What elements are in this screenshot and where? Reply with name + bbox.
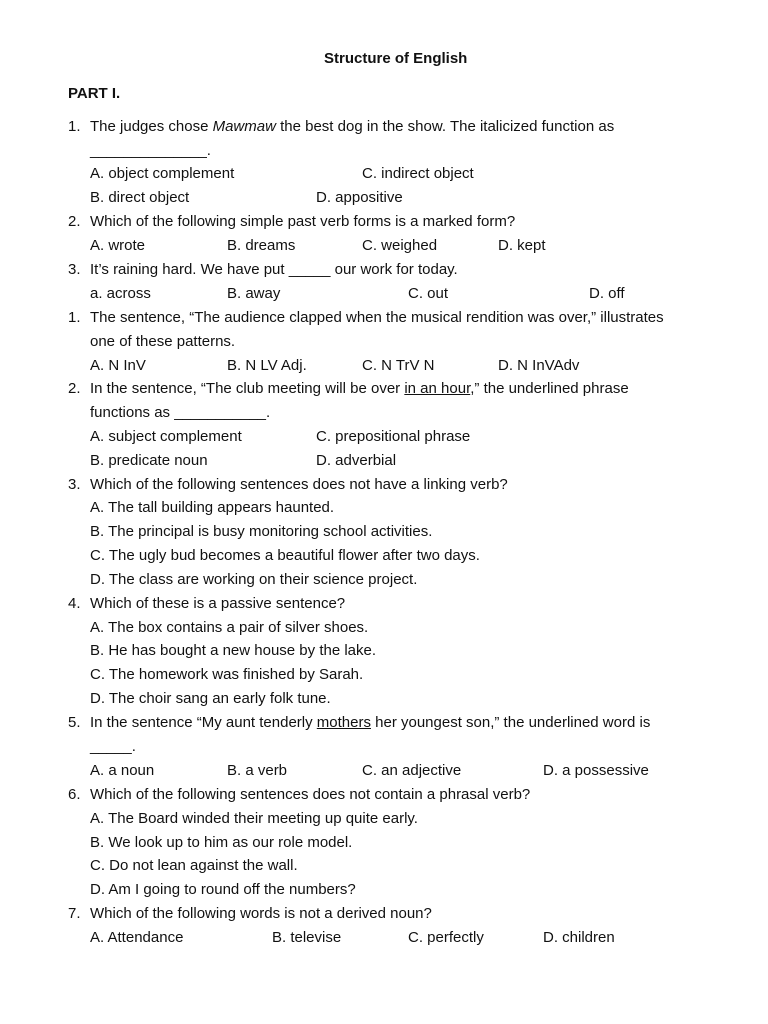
choice-b: B. dreams <box>227 237 296 254</box>
question-text: It’s raining hard. We have put _____ our work for today. <box>90 261 458 278</box>
choice-d: D. The class are working on their science project. <box>90 571 418 588</box>
choice-b: B. He has bought a new house by the lake. <box>90 642 377 659</box>
choice-c: C. perfectly <box>408 929 484 946</box>
choice-d: D. appositive <box>316 189 403 206</box>
question-text: In the sentence “My aunt tenderly mothers her youngest son,” the underlined word is <box>90 714 651 731</box>
question-text: Which of the following words is not a derived noun? <box>90 905 432 922</box>
choice-a: A. Attendance <box>90 929 184 946</box>
question-number: 1. <box>68 309 81 326</box>
choice-a: A. The Board winded their meeting up quite early. <box>90 810 418 827</box>
choice-b: B. We look up to him as our role model. <box>90 834 353 851</box>
choice-a: A. The tall building appears haunted. <box>90 499 335 516</box>
question-number: 2. <box>68 380 81 397</box>
choice-c: C. The ugly bud becomes a beautiful flower after two days. <box>90 547 480 564</box>
question-text: Which of the following sentences does not have a linking verb? <box>90 476 508 493</box>
choice-b: B. direct object <box>90 189 190 206</box>
choice-b: B. N LV Adj. <box>227 357 307 374</box>
question-text: Which of the following sentences does not contain a phrasal verb? <box>90 786 531 803</box>
question-number: 7. <box>68 905 81 922</box>
italic-word: Mawmaw <box>212 118 276 135</box>
question-text-continuation: functions as ___________. <box>90 404 271 421</box>
choice-a: A. N InV <box>90 357 146 374</box>
choice-b: B. televise <box>272 929 342 946</box>
choice-a: A. object complement <box>90 165 235 182</box>
choice-d: D. kept <box>498 237 546 254</box>
choice-d: D. off <box>589 285 625 302</box>
question-text-continuation: ______________. <box>90 142 211 159</box>
choice-b: B. The principal is busy monitoring school activities. <box>90 523 433 540</box>
choice-c: C. an adjective <box>362 762 462 779</box>
question-text: Which of the following simple past verb forms is a marked form? <box>90 213 516 230</box>
question-number: 6. <box>68 786 81 803</box>
part-heading: PART I. <box>68 85 121 102</box>
question-text: Which of these is a passive sentence? <box>90 595 346 612</box>
choice-c: C. N TrV N <box>362 357 435 374</box>
choice-c: C. prepositional phrase <box>316 428 471 445</box>
choice-a: A. subject complement <box>90 428 242 445</box>
choice-d: D. The choir sang an early folk tune. <box>90 690 331 707</box>
question-number: 4. <box>68 595 81 612</box>
choice-a: A. wrote <box>90 237 146 254</box>
question-text-continuation: one of these patterns. <box>90 333 236 350</box>
choice-d: D. adverbial <box>316 452 397 469</box>
choice-a: A. a noun <box>90 762 155 779</box>
choice-c: C. The homework was finished by Sarah. <box>90 666 364 683</box>
choice-a: a. across <box>90 285 151 302</box>
choice-c: C. Do not lean against the wall. <box>90 857 298 874</box>
question-number: 1. <box>68 118 81 135</box>
choice-c: C. weighed <box>362 237 438 254</box>
choice-b: B. a verb <box>227 762 288 779</box>
question-text: The judges chose Mawmaw the best dog in the show. The italicized function as <box>90 118 615 135</box>
question-number: 3. <box>68 261 81 278</box>
question-text: The sentence, “The audience clapped when the musical rendition was over,” illustrates <box>90 309 664 326</box>
choice-a: A. The box contains a pair of silver shoes. <box>90 619 369 636</box>
question-number: 5. <box>68 714 81 731</box>
question-text-continuation: _____. <box>90 738 136 755</box>
question-number: 3. <box>68 476 81 493</box>
choice-d: D. N InVAdv <box>498 357 580 374</box>
question-text: In the sentence, “The club meeting will be over in an hour,” the underlined phrase <box>90 380 629 397</box>
choice-d: D. children <box>543 929 615 946</box>
choice-c: C. indirect object <box>362 165 474 182</box>
choice-b: B. away <box>227 285 281 302</box>
choice-d: D. a possessive <box>543 762 649 779</box>
page-title: Structure of English <box>324 50 468 67</box>
choice-b: B. predicate noun <box>90 452 208 469</box>
question-number: 2. <box>68 213 81 230</box>
choice-d: D. Am I going to round off the numbers? <box>90 881 356 898</box>
underlined-phrase: in an hour <box>404 380 471 397</box>
choice-c: C. out <box>408 285 449 302</box>
underlined-word: mothers <box>316 714 371 731</box>
